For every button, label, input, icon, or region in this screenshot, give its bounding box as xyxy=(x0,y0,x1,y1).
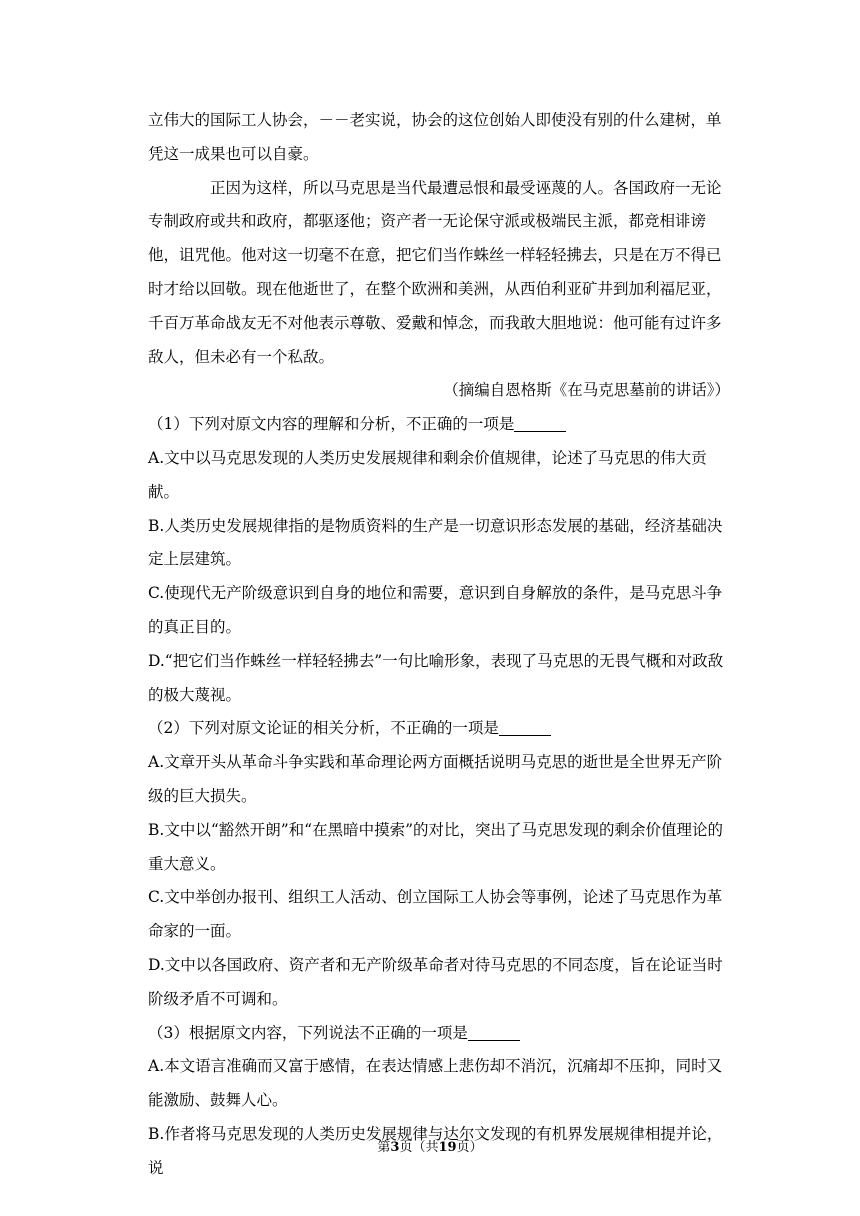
question-3-stem: （3）根据原文内容，下列说法不正确的一项是 xyxy=(148,1017,730,1051)
question-2-option-b: B.文中以“豁然开朗”和“在黑暗中摸索”的对比，突出了马克思发现的剩余价值理论的重大意义。 xyxy=(148,820,724,873)
question-1-option-b: B.人类历史发展规律指的是物质资料的生产是一切意识形态发展的基础，经济基础决定上层建筑。 xyxy=(148,516,723,569)
question-1-option-c: C.使现代无产阶级意识到自身的地位和需要，意识到自身解放的条件，是马克思斗争的真正目的。 xyxy=(148,584,723,636)
question-2-option-c: C.文中举创办报刊、组织工人活动、创立国际工人协会等事例，论述了马克思作为革命家的一面。 xyxy=(148,888,723,941)
footer-prefix: 第 xyxy=(377,1140,391,1155)
paragraph-continuation: 立伟大的国际工人协会，－－老实说，协会的这位创始人即使没有别的什么建树，单凭这一成果也可以自豪。 xyxy=(148,111,722,163)
page-footer xyxy=(0,1140,860,1156)
answer-blank xyxy=(499,720,551,737)
footer-page-number: 3 xyxy=(390,1140,400,1155)
question-2-stem: （2）下列对原文论证的相关分析，不正确的一项是 xyxy=(148,712,730,746)
question-2-option-a: A.文章开头从革命斗争实践和革命理论两方面概括说明马克思的逝世是全世界无产阶级的巨大损失。 xyxy=(148,753,723,805)
source-citation: （摘编自恩格斯《在马克思墓前的讲话》） xyxy=(443,381,730,400)
question-1-option-d: D.“把它们当作蛛丝一样轻轻拂去”一句比喻形象，表现了马克思的无畏气概和对政敌的极大蔑视。 xyxy=(148,651,724,704)
question-3-option-a: A.本文语言准确而又富于感情，在表达情感上悲伤却不消沉，沉痛却不压抑，同时又能激励、鼓舞人心。 xyxy=(148,1057,723,1110)
footer-suffix: 页） xyxy=(456,1140,483,1155)
question-1-stem: （1）下列对原文内容的理解和分析，不正确的一项是 xyxy=(148,408,730,442)
answer-blank xyxy=(468,1024,520,1041)
answer-blank xyxy=(514,416,566,433)
question-1-option-a: A.文中以马克思发现的人类历史发展规律和剩余价值规律，论述了马克思的伟大贡献。 xyxy=(148,448,707,501)
question-2-option-d: D.文中以各国政府、资产者和无产阶级革命者对待马克思的不同态度，旨在论证当时阶级矛盾不可调和。 xyxy=(148,955,723,1008)
document-body xyxy=(148,104,730,1186)
footer-middle: 页（共 xyxy=(399,1140,439,1155)
footer-total-pages: 19 xyxy=(438,1140,457,1155)
paragraph-political-enemies: 正因为这样，所以马克思是当代最遭忌恨和最受诬蔑的人。各国政府一无论专制政府或共和政府，都驱逐他；资产者一无论保守派或极端民主派，都竞相诽谤他，诅咒他。他对这一切毫不在意，把它们当作蛛丝一样轻轻拂去，只是在万不得已时才给以回敬。现在他逝世了，在整个欧洲和美洲，从西伯利亚矿井到加利福尼亚，千百万革命战友无不对他表示尊敬、爱戴和悼念，而我敢大胆地说：他可能有过许多敌人，但未必有一个私敌。 xyxy=(148,178,722,366)
question-3-option-b: B.作者将马克思发现的人类历史发展规律与达尔文发现的有机界发展规律相提并论，说 xyxy=(148,1124,723,1177)
